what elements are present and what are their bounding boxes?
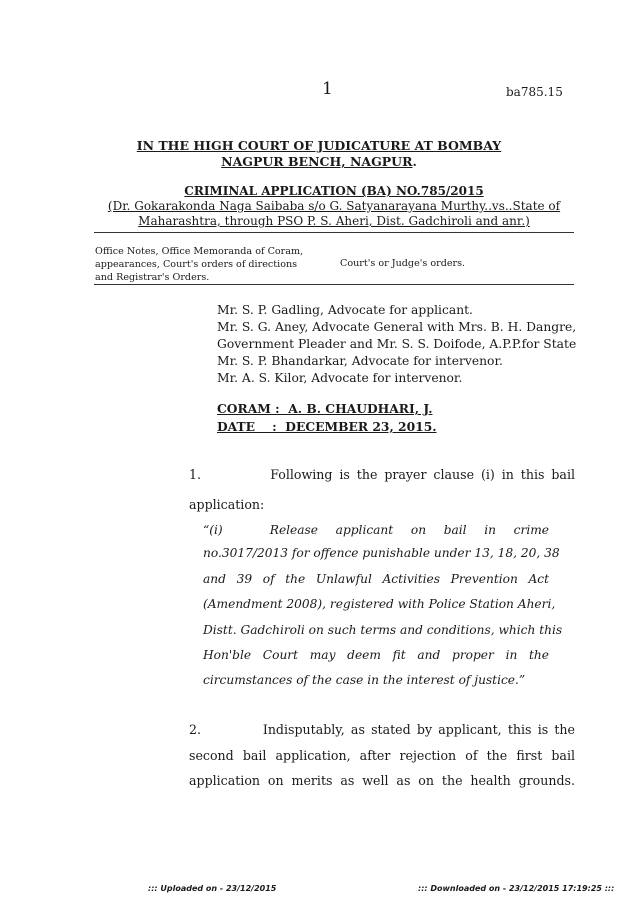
quote-line: and 39 of the Unlawful Activities Prevention Act [203,572,549,586]
quote-line: Distt. Gadchiroli on such terms and conditions, which this [203,623,563,637]
office-notes-heading-line1: Office Notes, Office Memoranda of Coram, [95,246,304,257]
court-orders-heading: Court's or Judge's orders. [340,258,466,269]
appearance-line: Mr. A. S. Kilor, Advocate for intervenor. [217,371,463,385]
uploaded-stamp: ::: Uploaded on - 23/12/2015 [148,884,277,893]
quote-line: circumstances of the case in the interest of justice.” [203,673,526,687]
case-number: CRIMINAL APPLICATION (BA) NO.785/2015 [184,184,484,198]
para2-line1: 2. Indisputably, as stated by applicant, this is the [189,722,575,737]
case-parties-line1: (Dr. Gokarakonda Naga Saibaba s/o G. Satyanarayana Murthy..vs..State of [107,199,561,213]
table-top-rule [94,232,574,233]
court-title-line1: IN THE HIGH COURT OF JUDICATURE AT BOMBAY [136,138,502,153]
case-parties-line2: Maharashtra, through PSO P. S. Aheri, Dist. Gadchiroli and anr.) [138,214,530,228]
table-header-rule [94,284,574,285]
quote-line: “(i) Release applicant on bail in crime [203,523,549,537]
appearance-line: Mr. S. G. Aney, Advocate General with Mrs. B. H. Dangre, [217,320,577,334]
para1-line1: 1. Following is the prayer clause (i) in this bail [189,467,575,482]
office-notes-heading-line2: appearances, Court's orders of directions [95,259,298,270]
quote-line: (Amendment 2008), registered with Police Station Aheri, [203,597,556,611]
office-notes-heading-line3: and Registrar's Orders. [95,272,210,283]
quote-line: no.3017/2013 for offence punishable under 13, 18, 20, 38 [203,546,560,560]
appearance-line: Mr. S. P. Gadling, Advocate for applicant. [217,303,473,317]
court-title-line2: NAGPUR BENCH, NAGPUR. [221,154,417,169]
para1-line2: application: [189,497,265,512]
para2-line2: second bail application, after rejection of the first bail [189,748,575,763]
case-reference: ba785.15 [506,85,563,99]
appearance-line: Government Pleader and Mr. S. S. Doifode, A.P.P.for State [217,337,577,351]
date-line: DATE : DECEMBER 23, 2015. [217,419,437,434]
appearance-line: Mr. S. P. Bhandarkar, Advocate for intervenor. [217,354,503,368]
quote-line: Hon'ble Court may deem fit and proper in the [203,648,549,662]
coram-line: CORAM : A. B. CHAUDHARI, J. [217,401,433,416]
page-number: 1 [322,79,333,99]
para2-line3: application on merits as well as on the health grounds. [189,773,575,788]
downloaded-stamp: ::: Downloaded on - 23/12/2015 17:19:25 ::: [418,884,615,893]
